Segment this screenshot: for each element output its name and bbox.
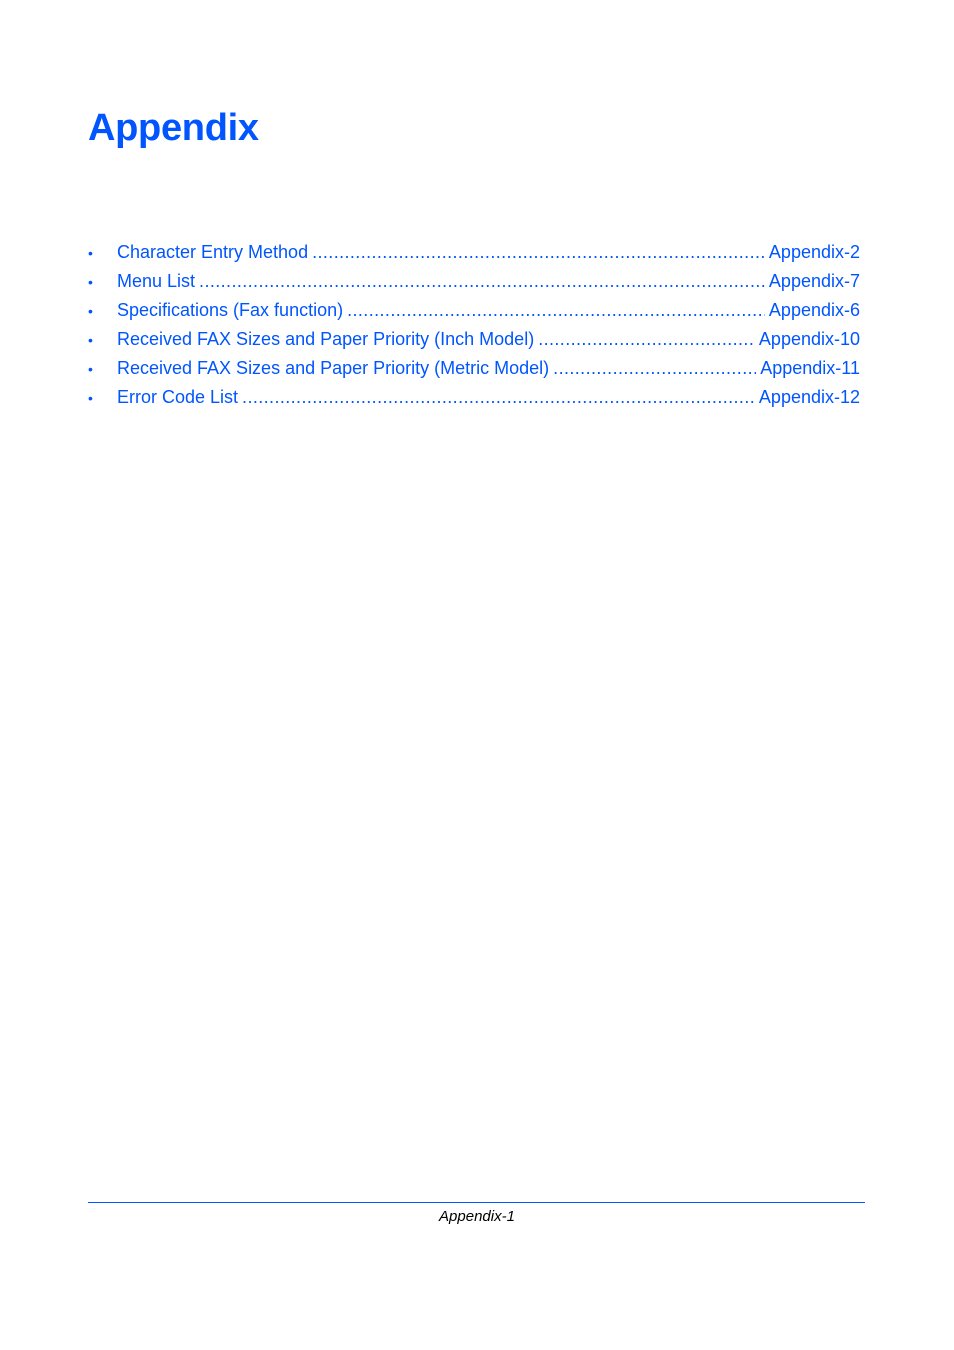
page-title: Appendix — [88, 107, 259, 149]
dot-leader — [538, 325, 755, 354]
toc-item-page[interactable]: Appendix-6 — [768, 300, 860, 320]
dot-leader — [553, 354, 756, 383]
toc-item-menu-list[interactable] — [88, 267, 860, 296]
toc-item-page[interactable]: Appendix-10 — [758, 329, 860, 349]
toc-item-page[interactable]: Appendix-7 — [768, 271, 860, 291]
bullet-icon: • — [88, 245, 93, 261]
toc-item-label[interactable]: Character Entry Method — [117, 242, 309, 262]
dot-leader — [312, 238, 765, 267]
bullet-icon: • — [88, 332, 93, 348]
toc-item-page[interactable]: Appendix-11 — [760, 358, 860, 378]
toc-item-received-fax-metric[interactable] — [88, 354, 860, 383]
toc-item-received-fax-inch[interactable] — [88, 325, 860, 354]
bullet-icon: • — [88, 390, 93, 406]
footer-page-number: Appendix-1 — [439, 1208, 515, 1225]
toc-item-page[interactable]: Appendix-12 — [758, 387, 860, 407]
dot-leader — [347, 296, 765, 325]
toc-item-character-entry-method[interactable] — [88, 238, 860, 267]
bullet-icon: • — [88, 361, 93, 377]
toc-item-specifications[interactable] — [88, 296, 860, 325]
toc-item-label[interactable]: Received FAX Sizes and Paper Priority (Metric Model) — [117, 358, 550, 378]
footer-divider — [88, 1202, 865, 1203]
toc-item-error-code-list[interactable] — [88, 383, 860, 412]
dot-leader — [242, 383, 755, 412]
toc-item-page[interactable]: Appendix-2 — [768, 242, 860, 262]
bullet-icon: • — [88, 303, 93, 319]
toc-item-label[interactable]: Received FAX Sizes and Paper Priority (Inch Model) — [117, 329, 535, 349]
toc-item-label[interactable]: Specifications (Fax function) — [117, 300, 344, 320]
bullet-icon: • — [88, 274, 93, 290]
dot-leader — [199, 267, 765, 296]
toc-item-label[interactable]: Menu List — [117, 271, 196, 291]
table-of-contents — [88, 238, 860, 412]
toc-item-label[interactable]: Error Code List — [117, 387, 239, 407]
